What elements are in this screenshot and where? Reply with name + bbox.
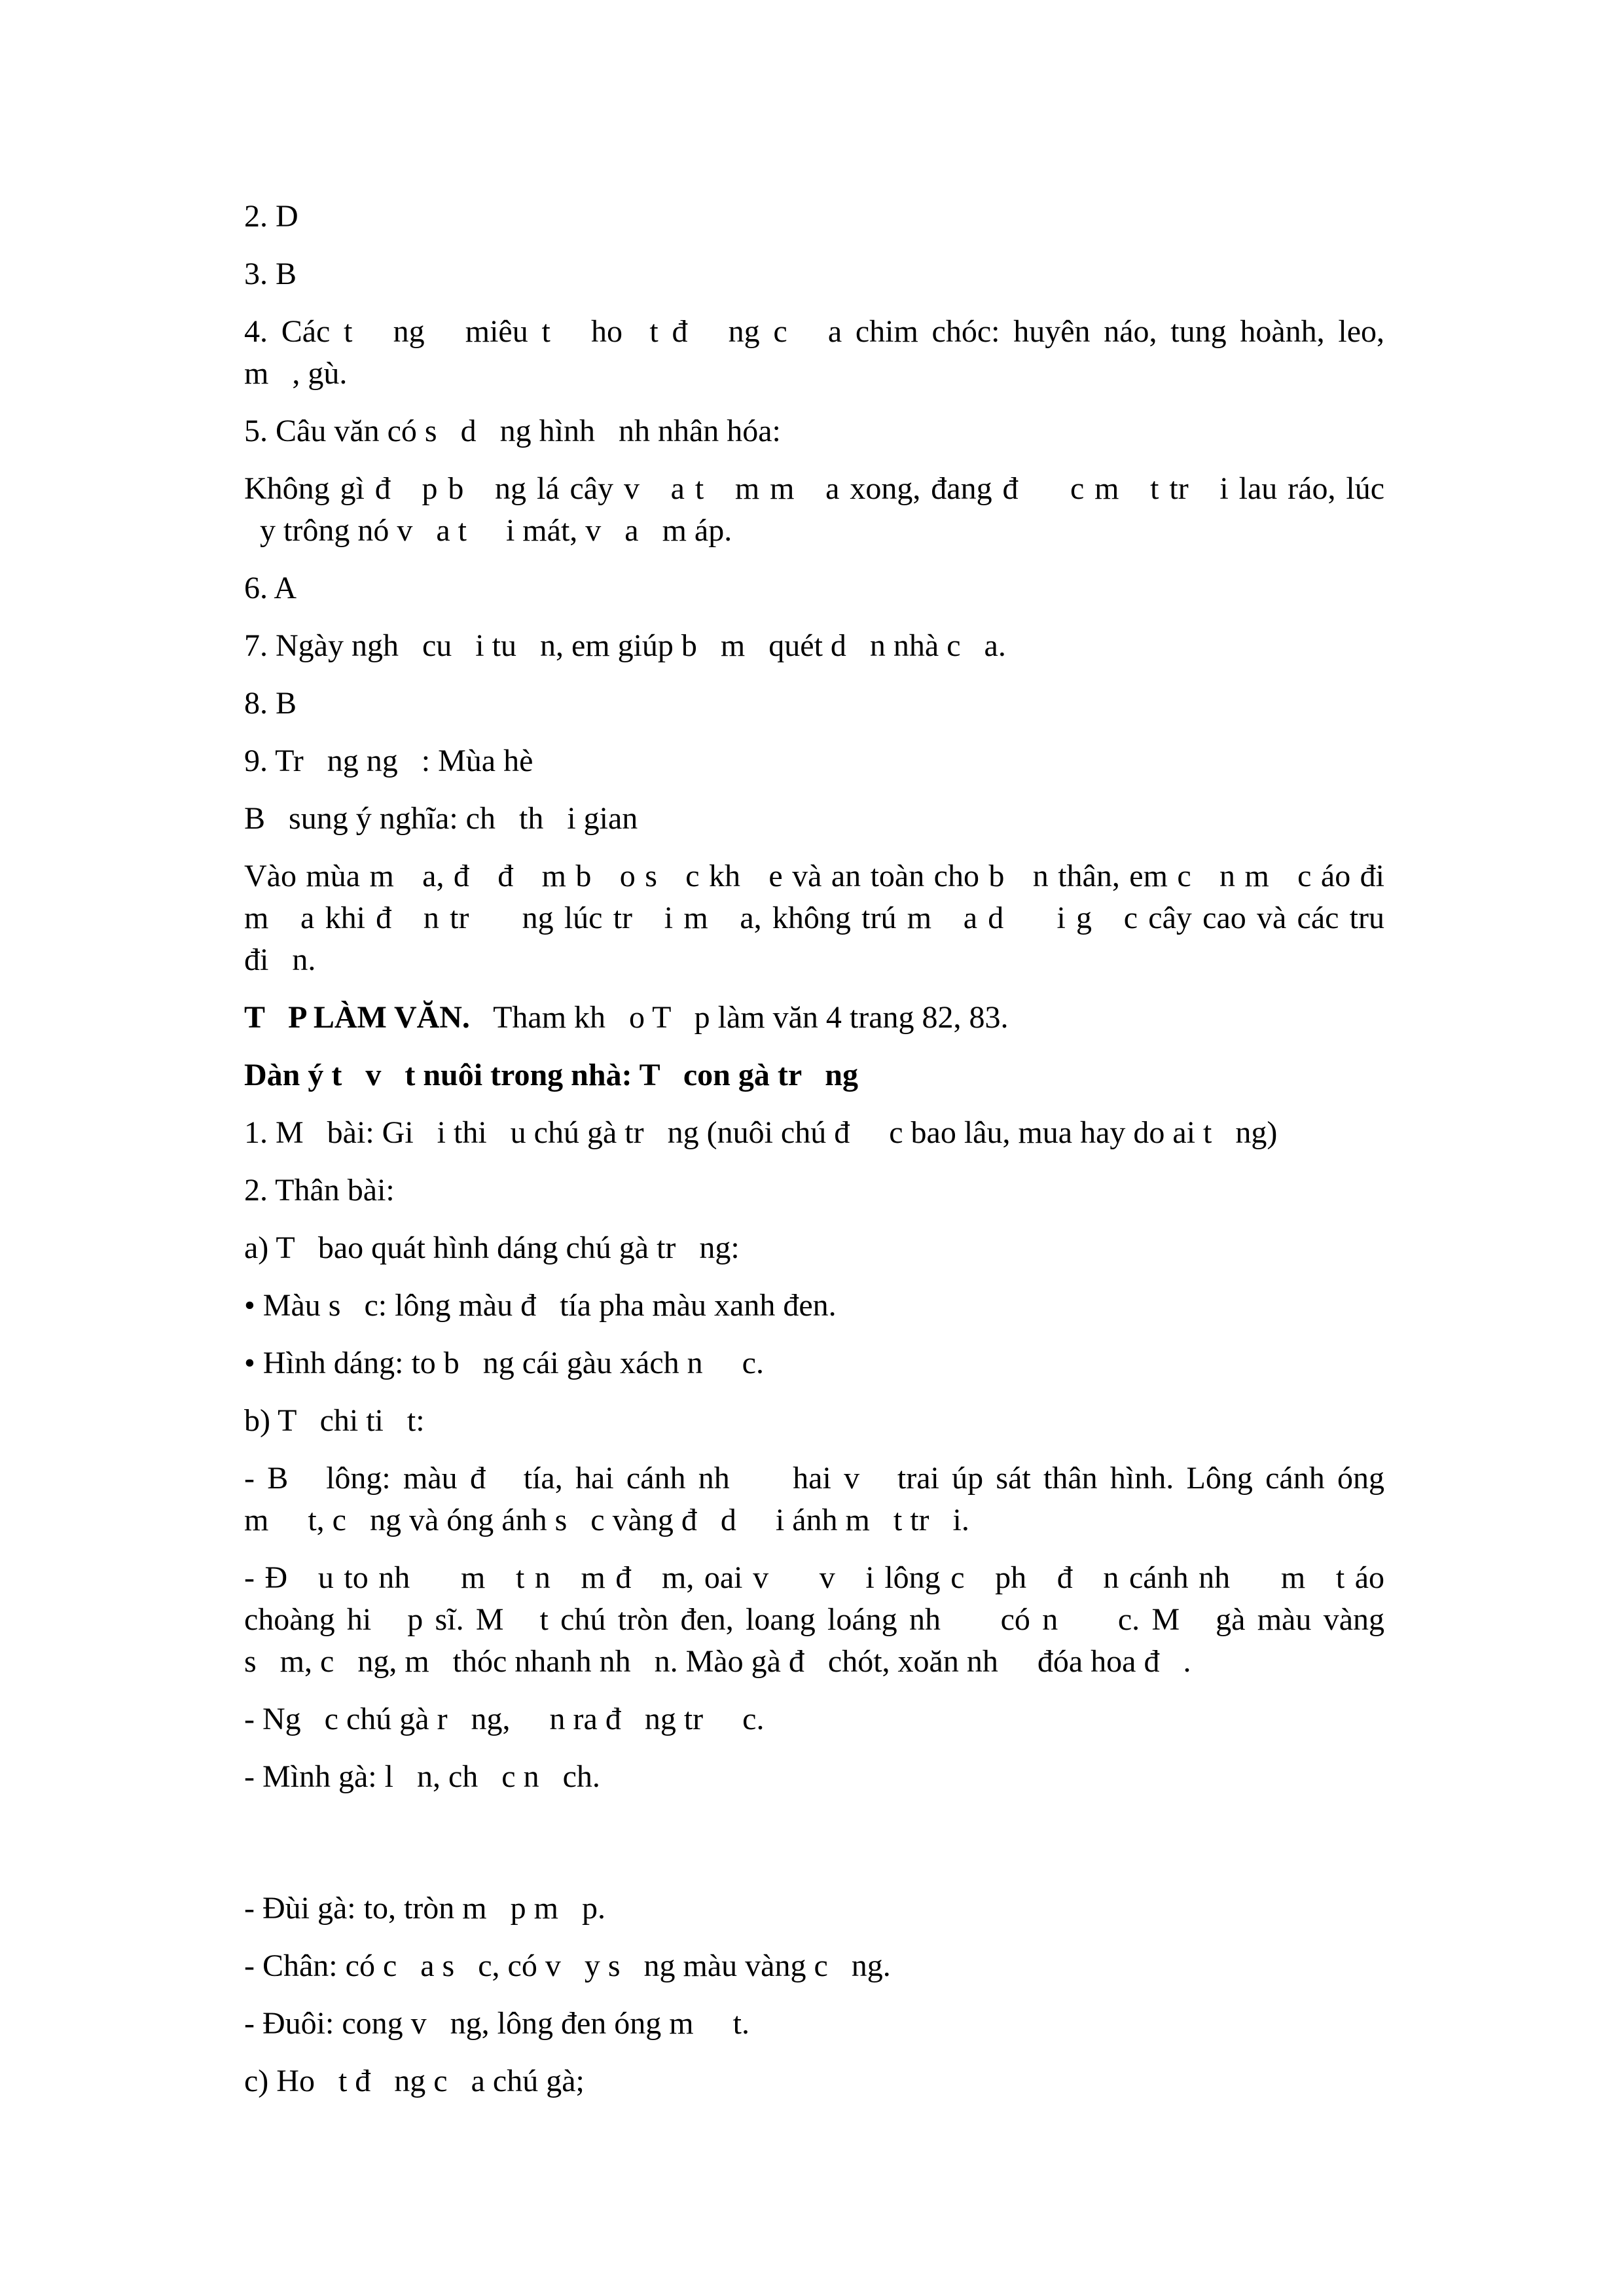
answer-7: 7. Ngày ngh cu i tu n, em giúp b m quét d n nhà c a. xyxy=(244,628,1006,663)
answer-9-sentence-line-1: Vào mùa m a, đ đ m b o s c kh e và an toàn cho b n thân, em c n m c áo đi xyxy=(244,859,1384,893)
answer-5-sentence-line-2: y trông nó v a t i mát, v a m áp. xyxy=(244,513,732,548)
outline-chest: - Ng c chú gà r ng, n ra đ ng tr c. xyxy=(244,1702,765,1736)
answer-4-line-1: 4. Các t ng miêu t ho t đ ng c a chim chóc: huyên náo, tung hoành, leo, xyxy=(244,314,1384,349)
outline-tail: - Đuôi: cong v ng, lông đen óng m t. xyxy=(244,2006,749,2041)
answer-2: 2. D xyxy=(244,199,298,234)
outline-body-b: b) T chi ti t: xyxy=(244,1403,425,1438)
outline-title: Dàn ý t v t nuôi trong nhà: T con gà tr ng xyxy=(244,1058,858,1092)
answer-9-sentence-line-2: m a khi đ n tr ng lúc tr i m a, không trú m a d i g c cây cao và các tru xyxy=(244,901,1384,935)
answer-3: 3. B xyxy=(244,257,297,291)
tap-lam-van-row xyxy=(244,997,1384,1038)
outline-thighs: - Đùi gà: to, tròn m p m p. xyxy=(244,1891,605,1926)
outline-head-line-1: - Đ u to nh m t n m đ m, oai v v i lông c ph đ n cánh nh m t áo xyxy=(244,1560,1384,1595)
answer-8: 8. B xyxy=(244,686,297,721)
outline-body: - Mình gà: l n, ch c n ch. xyxy=(244,1759,600,1794)
answer-5: 5. Câu văn có s d ng hình nh nhân hóa: xyxy=(244,414,781,448)
answer-5-sentence-line-1: Không gì đ p b ng lá cây v a t m m a xong, đang đ c m t tr i lau ráo, lúc xyxy=(244,471,1384,506)
outline-body-a: a) T bao quát hình dáng chú gà tr ng: xyxy=(244,1230,740,1265)
outline-head-line-2: choàng hi p sĩ. M t chú tròn đen, loang loáng nh có n c. M gà màu vàng xyxy=(244,1602,1384,1637)
outline-bullet-color: • Màu s c: lông màu đ tía pha màu xanh đen. xyxy=(244,1288,837,1323)
outline-head-line-3: s m, c ng, m thóc nhanh nh n. Mào gà đ chót, xoăn nh đóa hoa đ . xyxy=(244,1644,1191,1679)
outline-intro: 1. M bài: Gi i thi u chú gà tr ng (nuôi chú đ c bao lâu, mua hay do ai t ng) xyxy=(244,1115,1278,1150)
tap-lam-van-heading: T P LÀM VĂN. xyxy=(244,1000,470,1035)
outline-bullet-shape: • Hình dáng: to b ng cái gàu xách n c. xyxy=(244,1346,764,1380)
outline-body-heading: 2. Thân bài: xyxy=(244,1173,395,1208)
answer-9-sentence-line-3: đi n. xyxy=(244,942,316,977)
answer-9-meaning: B sung ý nghĩa: ch th i gian xyxy=(244,801,638,836)
outline-legs: - Chân: có c a s c, có v y s ng màu vàng c ng. xyxy=(244,1948,891,1983)
tap-lam-van-reference: Tham kh o T p làm văn 4 trang 82, 83. xyxy=(493,1000,1009,1035)
outline-feathers-line-2: m t, c ng và óng ánh s c vàng đ d i ánh m t tr i. xyxy=(244,1503,969,1537)
answer-9: 9. Tr ng ng : Mùa hè xyxy=(244,744,533,778)
answer-6: 6. A xyxy=(244,571,297,605)
outline-feathers-line-1: - B lông: màu đ tía, hai cánh nh hai v trai úp sát thân hình. Lông cánh óng xyxy=(244,1461,1384,1496)
answer-4-line-2: m , gù. xyxy=(244,356,348,391)
outline-body-c: c) Ho t đ ng c a chú gà; xyxy=(244,2064,585,2098)
